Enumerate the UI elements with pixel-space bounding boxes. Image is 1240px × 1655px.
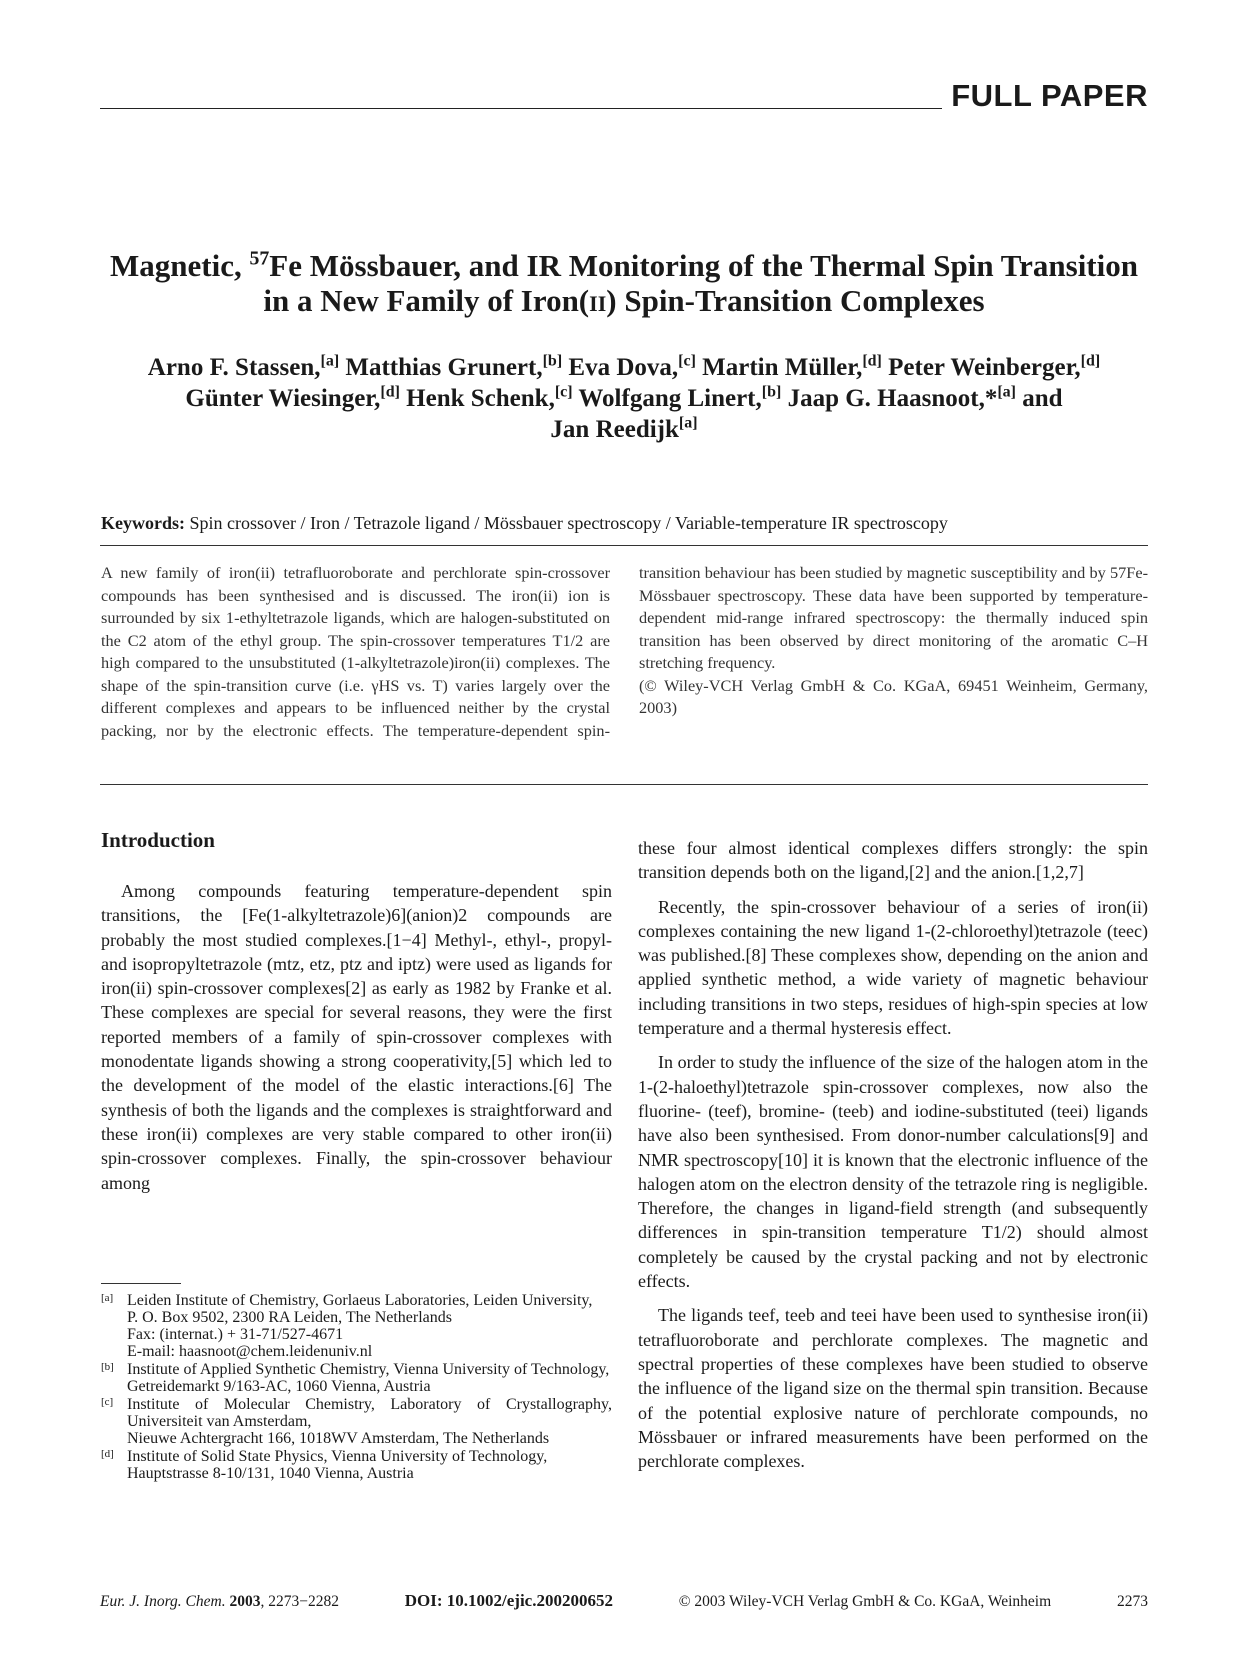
keywords-text: Spin crossover / Iron / Tetrazole ligand / Mössbauer spectroscopy / Variable-temperature IR spectroscopy — [189, 513, 948, 533]
header-rule — [100, 108, 942, 109]
author: Wolfgang Linert,[b] — [578, 383, 782, 412]
abstract — [101, 562, 1148, 772]
affiliation: [d] Institute of Solid State Physics, Vienna University of Technology, Hauptstrasse 8-10/131, 1040 Vienna, Austria — [101, 1448, 548, 1482]
left-column — [101, 828, 612, 1205]
abstract-text: A new family of iron(ii) tetrafluoroborate and perchlorate spin-crossover compounds has been synthesised and is discussed. The iron(ii) ion is surrounded by six 1-ethyltetrazole ligands, which are halogen-substituted on the C2 atom of the ethyl group. The spin-crossover temperatures T1/2 are high compared to the unsubstituted (1-alkyltetrazole)iron(ii) complexes. The shape of the spin-transition curve (i.e. γHS vs. T) varies largely over the different complexes and appears to be influenced neither by the crystal packing, nor by the electronic effects. The temperature-dependent spin-transition behaviour has been studied by magnetic susceptibility and by 57Fe-Mössbauer spectroscopy. These data have been supported by temperature-dependent mid-range infrared spectroscopy: the thermally induced spin transition has been observed by direct monitoring of the aromatic C–H stretching frequency. — [101, 563, 1148, 740]
page-number: 2273 — [1116, 1593, 1148, 1610]
author: Henk Schenk,[c] — [406, 383, 573, 412]
affiliation: [a] Leiden Institute of Chemistry, Gorlaeus Laboratories, Leiden University, P. O. Box 9502, 2300 RA Leiden, The Netherlands Fax: (internat.) + 31-71/527-4671 E-mail: haasnoot@chem.leidenuniv.nl — [101, 1292, 593, 1360]
page-footer — [100, 1591, 1148, 1611]
title-sup: 57 — [249, 247, 270, 270]
title-part1: Magnetic, — [110, 248, 250, 283]
author-conjunction: and — [1022, 385, 1063, 412]
author: Eva Dova,[c] — [568, 352, 696, 381]
affiliation: [b] Institute of Applied Synthetic Chemistry, Vienna University of Technology, Getreidemarkt 9/163-AC, 1060 Vienna, Austria — [101, 1361, 610, 1395]
intro-paragraph: Recently, the spin-crossover behaviour of a series of iron(ii) complexes containing the new ligand 1-(2-chloroethyl)tetrazole (teec) was published.[8] These complexes show, depending on the anion and applied synthetic method, a wide variety of magnetic behaviour including transitions in two steps, residues of high-spin species at low temperature and a thermal hysteresis effect. — [638, 896, 1148, 1039]
author: Arno F. Stassen,[a] — [147, 352, 340, 381]
author: Jan Reedijk[a] — [550, 414, 698, 443]
section-label: FULL PAPER — [951, 78, 1148, 113]
affiliation: [c] Institute of Molecular Chemistry, Laboratory of Crystallography, Universiteit van Amsterdam, Nieuwe Achtergracht 166, 1018WV Amsterdam, The Netherlands — [101, 1396, 612, 1447]
intro-paragraph: In order to study the influence of the size of the halogen atom in the 1-(2-haloethyl)tetrazole spin-crossover complexes, now also the fluorine- (teef), bromine- (teeb) and iodine-substituted (teei) ligands have also been synthesised. From donor-number calculations[9] and NMR spectroscopy[10] it is known that the electronic influence of the halogen atom on the electron density of the tetrazole ring is negligible. Therefore, the changes in ligand-field strength (and subsequently differences in spin-transition temperature T1/2) should almost completely be caused by the crystal packing and not by electronic effects. — [638, 1052, 1148, 1292]
title-line2a: in a New Family of Iron( — [263, 283, 590, 318]
citation: Eur. J. Inorg. Chem. 2003, 2273−2282 — [100, 1593, 339, 1610]
copyright: © 2003 Wiley-VCH Verlag GmbH & Co. KGaA, Weinheim — [678, 1593, 1052, 1610]
doi: DOI: 10.1002/ejic.200200652 — [404, 1591, 613, 1610]
title-oxidation: ii — [589, 283, 607, 318]
author: Peter Weinberger,[d] — [888, 352, 1101, 381]
keywords-rule — [100, 545, 1148, 546]
author: Matthias Grunert,[b] — [345, 352, 563, 381]
intro-paragraph: Among compounds featuring temperature-dependent spin transitions, the [Fe(1-alkyltetrazole)6](anion)2 compounds are probably the most studied complexes.[1−4] Methyl-, ethyl-, propyl- and isopropyltetrazole (mtz, etz, ptz and iptz) were used as ligands for iron(ii) spin-crossover complexes[2] as early as 1982 by Franke et al. These complexes are special for several reasons, they were the first reported members of a family of spin-crossover complexes with monodentate ligands showing a strong cooperativity,[5] which led to the development of the model of the elastic interactions.[6] The synthesis of both the ligands and the complexes is straightforward and these iron(ii) complexes are very stable compared to other iron(ii) spin-crossover complexes. Finally, the spin-crossover behaviour among — [101, 881, 612, 1193]
keywords-label: Keywords: — [101, 513, 185, 533]
title-part2: Fe Mössbauer, and IR Monitoring of the Thermal Spin Transition — [269, 248, 1138, 283]
right-column — [638, 836, 1148, 1483]
author-list — [100, 352, 1148, 445]
paper-title — [100, 248, 1148, 318]
affiliations — [101, 1292, 612, 1483]
section-heading: Introduction — [101, 828, 215, 852]
abstract-rule — [100, 784, 1148, 785]
keywords — [101, 513, 1148, 534]
intro-paragraph: these four almost identical complexes differs strongly: the spin transition depends both on the ligand,[2] and the anion.[1,2,7] — [638, 838, 1148, 883]
abstract-copyright: (© Wiley-VCH Verlag GmbH & Co. KGaA, 69451 Weinheim, Germany, 2003) — [639, 675, 1148, 717]
author: Martin Müller,[d] — [702, 352, 882, 381]
footnote-rule — [101, 1283, 181, 1284]
intro-paragraph: The ligands teef, teeb and teei have been used to synthesise iron(ii) tetrafluoroborate and perchlorate complexes. The magnetic and spectral properties of these complexes have been studied to observe the influence of the ligand size on the thermal spin transition. Because of the potential explosive nature of perchlorate compounds, no Mössbauer or infrared measurements have been performed on the perchlorate complexes. — [638, 1305, 1148, 1472]
author: Günter Wiesinger,[d] — [185, 383, 400, 412]
author: Jaap G. Haasnoot,*[a] — [787, 383, 1016, 412]
title-line2b: ) Spin-Transition Complexes — [606, 283, 985, 318]
